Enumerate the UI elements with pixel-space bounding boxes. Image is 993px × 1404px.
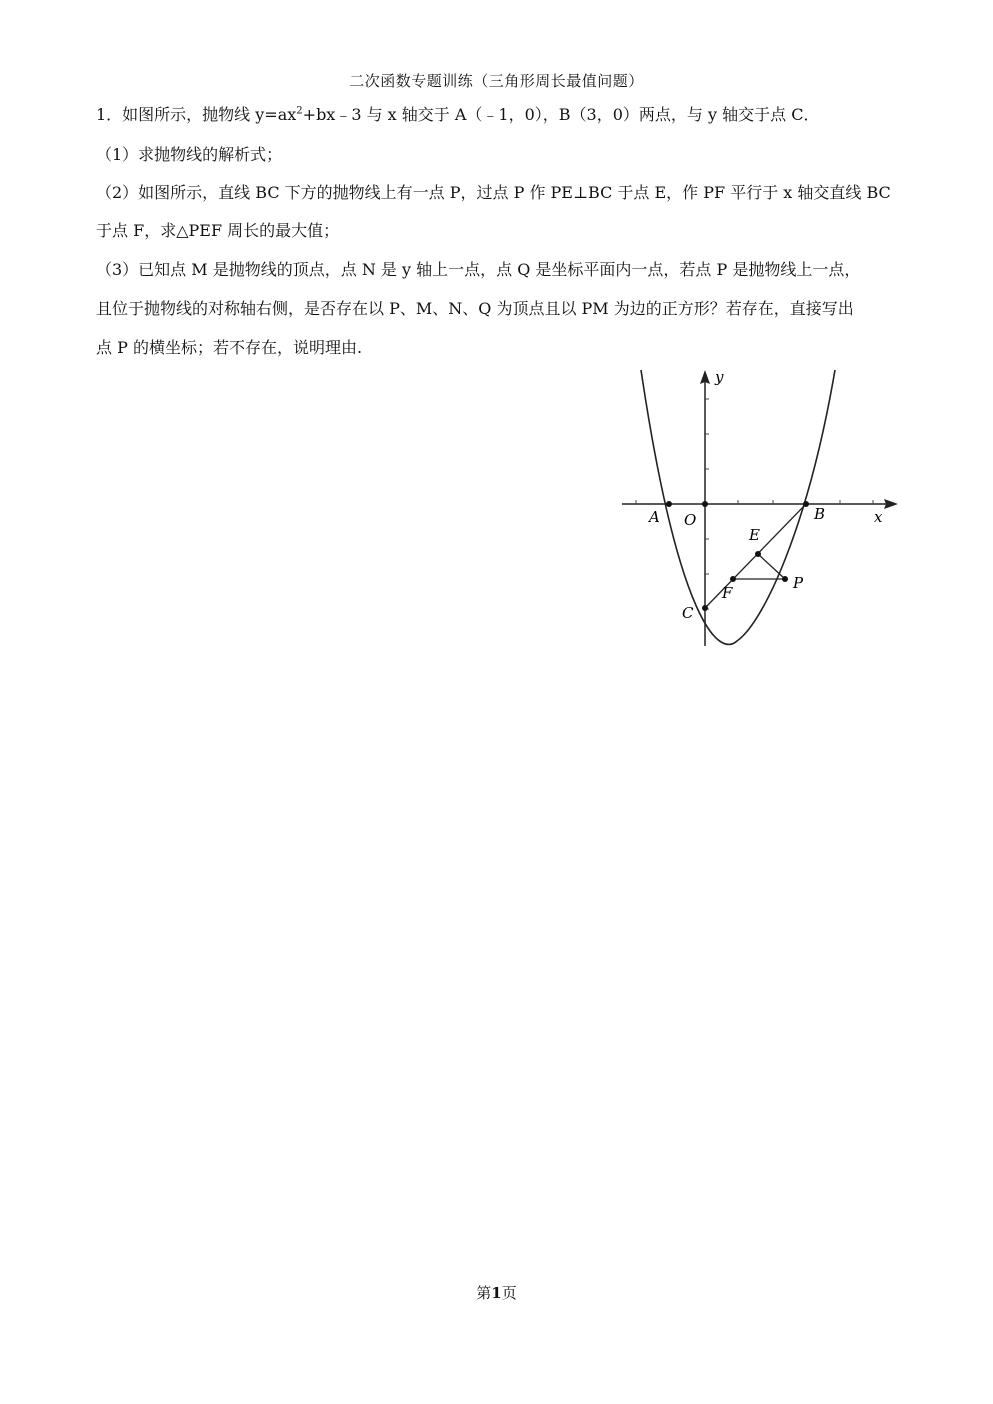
question-part-3-end: 点 P 的横坐标；若不存在，说明理由. (96, 338, 363, 357)
label-a: A (649, 508, 660, 526)
segment-pe (758, 554, 785, 579)
question-part-2-continued: 于点 F，求△PEF 周长的最大值； (96, 221, 340, 240)
label-e: E (749, 526, 760, 544)
point-f-dot (730, 576, 736, 582)
question-part-3-continued: 且位于抛物线的对称轴右侧，是否存在以 P、M、N、Q 为顶点且以 PM 为边的正方形？若存在，直接写出 (96, 299, 854, 318)
point-o-dot (702, 501, 708, 507)
y-axis-label: y (715, 368, 724, 386)
document-title: 二次函数专题训练（三角形周长最值问题） (349, 72, 644, 90)
footer-prefix: 第 (476, 1284, 492, 1302)
label-f: F (722, 584, 733, 602)
problem-text: +bx﹣3 与 x 轴交于 A（﹣1，0），B（3，0）两点，与 y 轴交于点 C． (302, 105, 820, 124)
x-axis-label: x (874, 508, 883, 526)
problem-statement-line (96, 104, 819, 126)
footer-suffix: 页 (501, 1284, 517, 1302)
problem-text: 1．如图所示，抛物线 y=ax (96, 105, 297, 124)
parabola-figure (618, 368, 900, 650)
point-b-dot (803, 501, 809, 507)
label-c: C (682, 604, 694, 622)
point-p-dot (782, 576, 788, 582)
label-o: O (684, 511, 697, 529)
point-a-dot (666, 501, 672, 507)
label-b: B (814, 505, 826, 523)
point-e-dot (755, 551, 761, 557)
line-bc (705, 504, 806, 608)
page-number: 1 (491, 1284, 502, 1302)
x-axis-arrow-icon (884, 499, 898, 509)
question-part-1: （1）求抛物线的解析式； (96, 145, 283, 164)
point-c-dot (702, 605, 708, 611)
y-axis-arrow-icon (700, 370, 710, 384)
parabola-curve (641, 370, 835, 644)
question-part-2: （2）如图所示，直线 BC 下方的抛物线上有一点 P，过点 P 作 PE⊥BC 于点 E，作 PF 平行于 x 轴交直线 BC (96, 183, 891, 202)
page-footer (0, 1282, 993, 1303)
label-p: P (793, 574, 804, 592)
question-part-3: （3）已知点 M 是抛物线的顶点，点 N 是 y 轴上一点，点 Q 是坐标平面内一点，若点 P 是抛物线上一点， (96, 260, 861, 279)
exponent: 2 (296, 105, 303, 117)
